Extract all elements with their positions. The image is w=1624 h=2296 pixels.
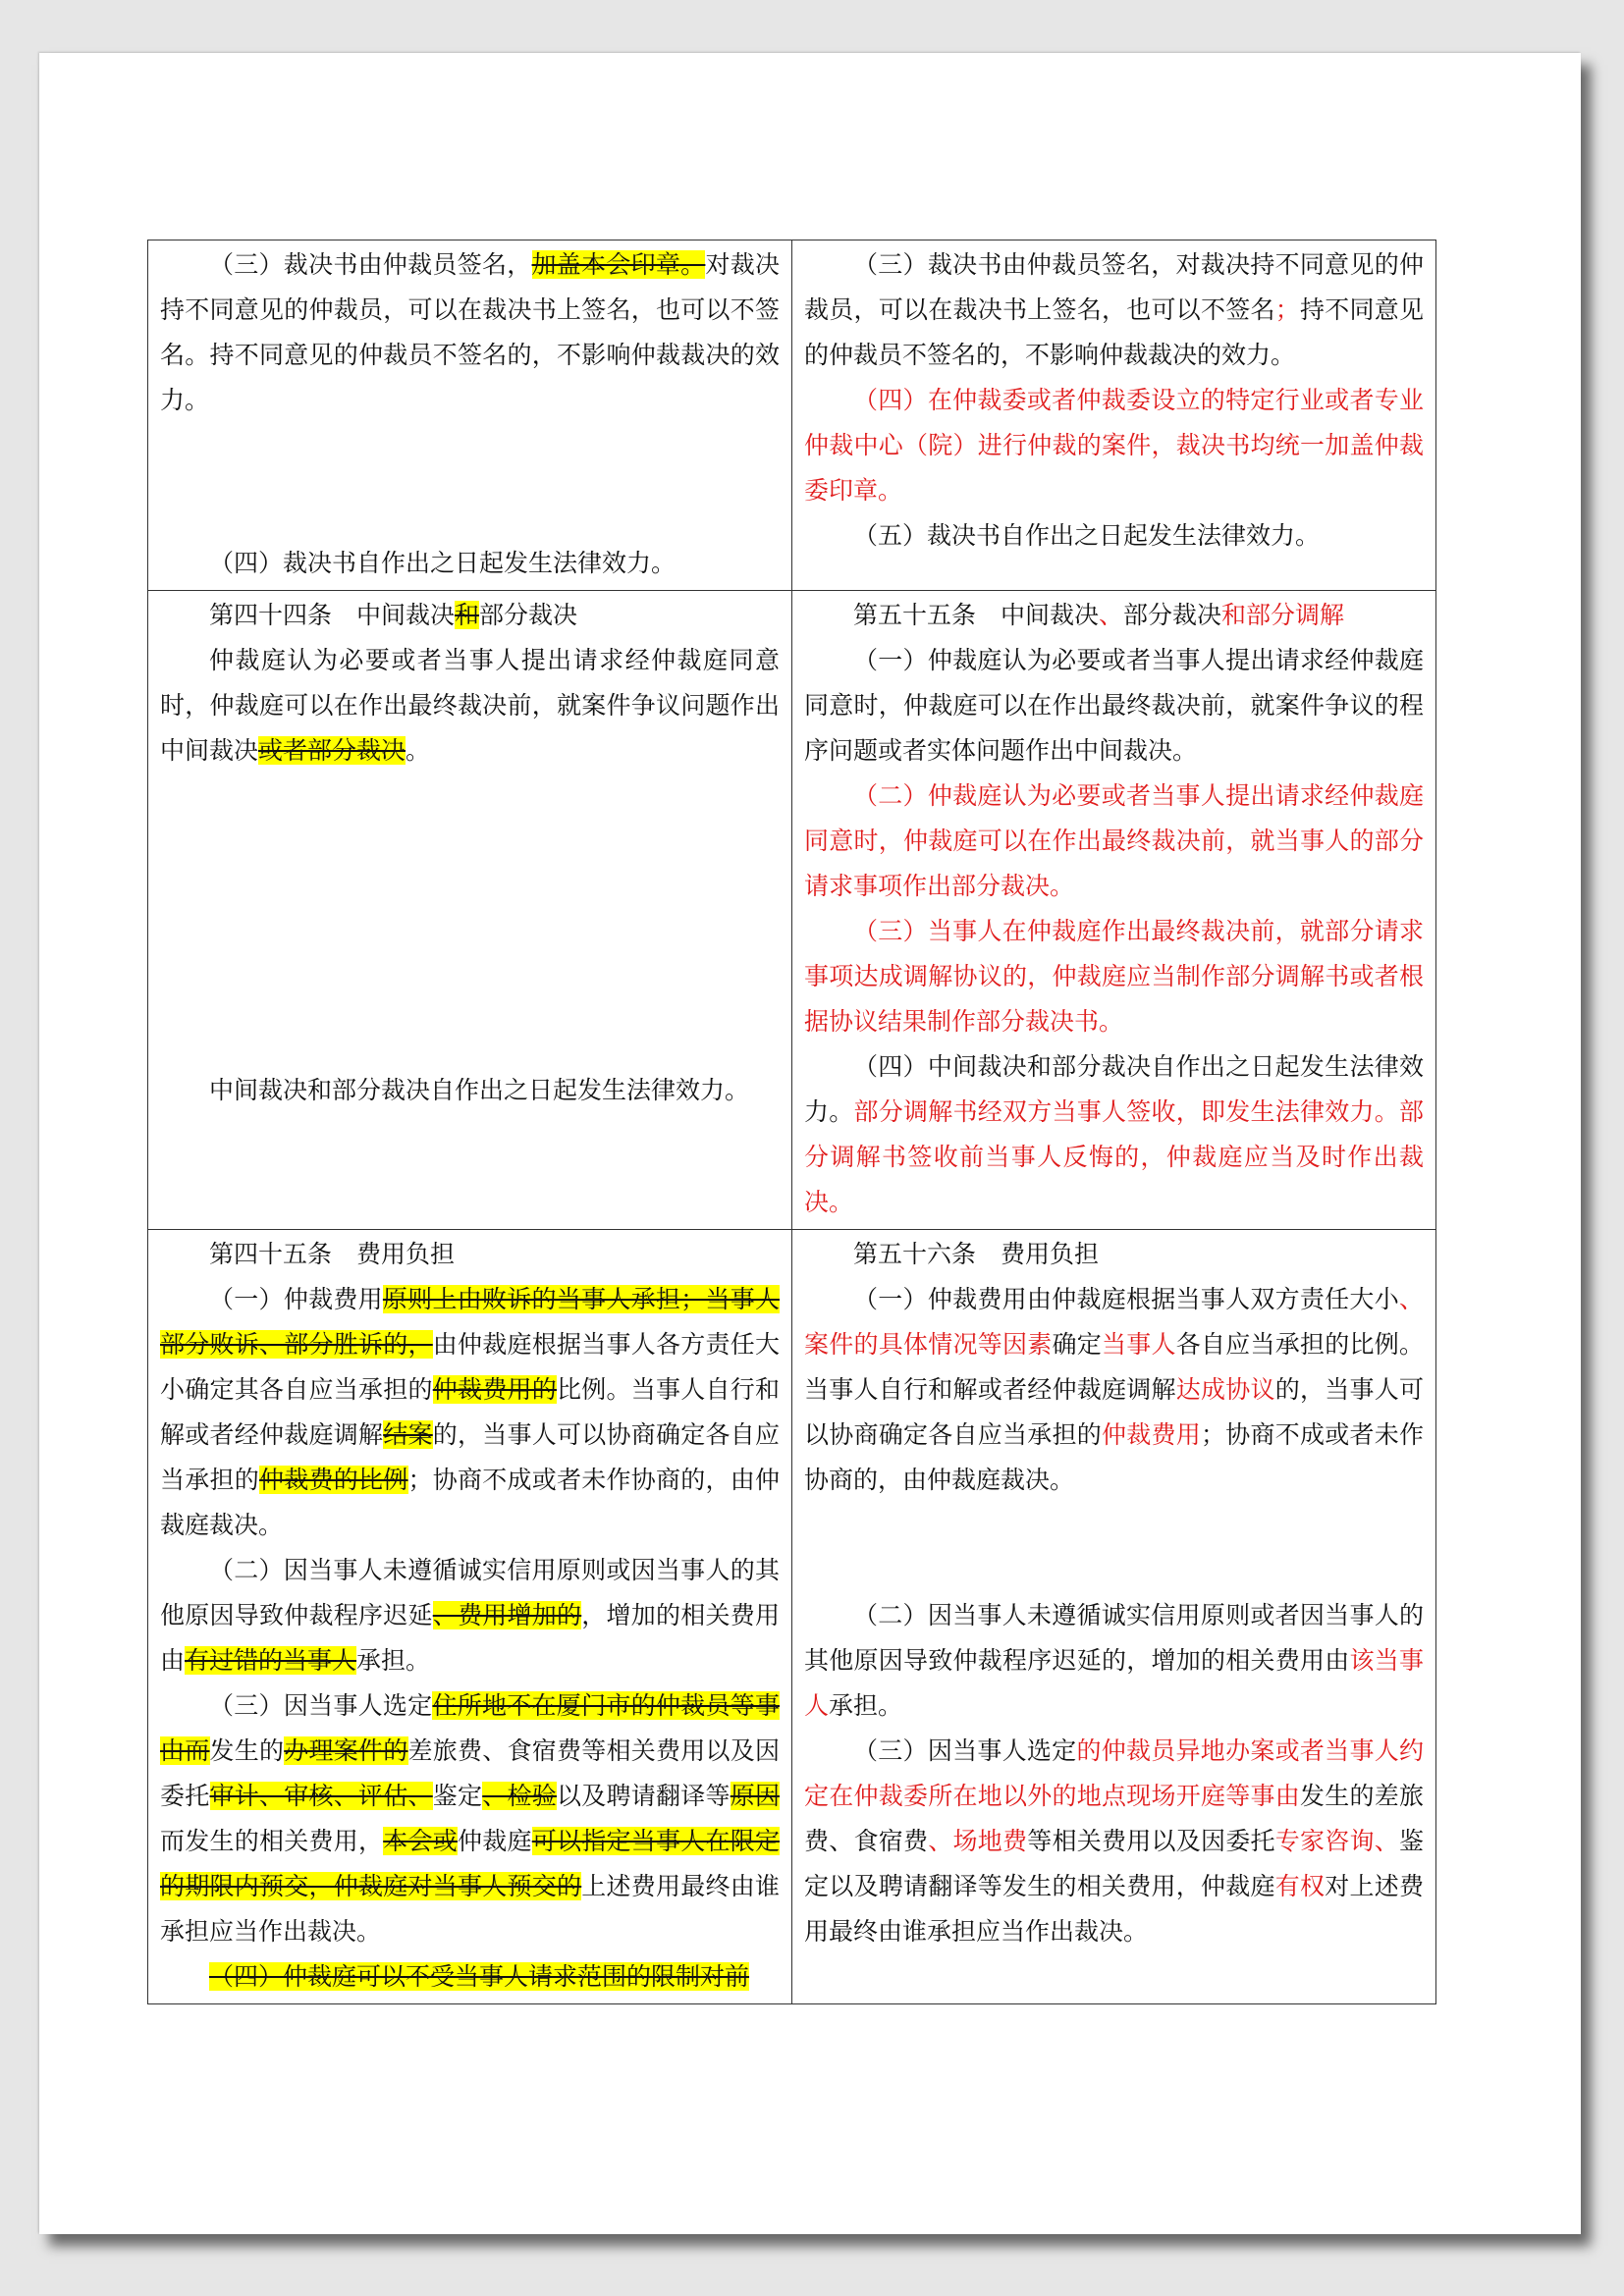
paragraph: （一）仲裁庭认为必要或者当事人提出请求经仲裁庭同意时，仲裁庭可以在作出最终裁决前，就案件争议的程序问题或者实体问题作出中间裁决。: [804, 646, 1424, 765]
added-text: 仲裁费用: [1101, 1420, 1201, 1449]
old-rule-cell: [148, 591, 792, 1230]
deleted-text: 可以指定当事人在限定的期限内预交，仲裁庭对当事人预交的: [160, 1827, 780, 1900]
deleted-text: 、检验: [482, 1782, 557, 1810]
deleted-text: 或者部分裁决: [258, 736, 406, 765]
deleted-text: 有过错的当事人: [185, 1646, 357, 1675]
deleted-text: 原因: [730, 1782, 780, 1810]
paragraph: 中间裁决和部分裁决自作出之日起发生法律效力。: [209, 1076, 750, 1104]
paragraph: （三）因当事人选定住所地不在厦门市的仲裁员等事由而发生的办理案件的差旅费、食宿费等相关费用以及因委托审计、审核、评估、鉴定、检验以及聘请翻译等原因而发生的相关费用，本会或仲裁庭可以指定当事人在限定的期限内预交，仲裁庭对当事人预交的上述费用最终由谁承担应当作出裁决。: [160, 1691, 780, 1946]
added-paragraph: （三）当事人在仲裁庭作出最终裁决前，就部分请求事项达成调解协议的，仲裁庭应当制作部分调解书或者根据协议结果制作部分裁决书。: [804, 917, 1424, 1036]
paragraph: （一）仲裁费用由仲裁庭根据当事人双方责任大小、案件的具体情况等因素确定当事人各自应当承担的比例。当事人自行和解或者经仲裁庭调解达成协议的，当事人可以协商确定各自应当承担的仲裁费用；协商不成或者未作协商的，由仲裁庭裁决。: [804, 1285, 1424, 1494]
deleted-text: 本会或: [383, 1827, 458, 1855]
added-text: 专家咨询、: [1274, 1827, 1399, 1855]
table-row: [148, 1230, 1436, 2004]
table-row: [148, 240, 1436, 591]
article-title: 第五十六条 费用负担: [853, 1240, 1100, 1268]
added-text: 当事人: [1101, 1330, 1176, 1359]
paragraph: （四）中间裁决和部分裁决自作出之日起发生法律效力。部分调解书经双方当事人签收，即发生法律效力。部分调解书签收前当事人反悔的，仲裁庭应当及时作出裁决。: [804, 1052, 1424, 1216]
new-rule-cell: [792, 591, 1436, 1230]
article-title: 第四十五条 费用负担: [209, 1240, 456, 1268]
article-title: 第四十四条 中间裁决和部分裁决: [209, 601, 578, 629]
new-rule-cell: [792, 1230, 1436, 2004]
added-paragraph: （二）仲裁庭认为必要或者当事人提出请求经仲裁庭同意时，仲裁庭可以在作出最终裁决前，就当事人的部分请求事项作出部分裁决。: [804, 781, 1424, 900]
deleted-text: 结案: [383, 1420, 433, 1449]
paragraph: （三）裁决书由仲裁员签名，对裁决持不同意见的仲裁员，可以在裁决书上签名，也可以不签名；持不同意见的仲裁员不签名的，不影响仲裁裁决的效力。: [804, 250, 1424, 369]
paragraph: （四）裁决书自作出之日起发生法律效力。: [209, 549, 677, 577]
paragraph: （一）仲裁费用原则上由败诉的当事人承担；当事人部分败诉、部分胜诉的，由仲裁庭根据当事人各方责任大小确定其各自应当承担的仲裁费用的比例。当事人自行和解或者经仲裁庭调解结案的，当事人可以协商确定各自应当承担的仲裁费的比例；协商不成或者未作协商的，由仲裁庭裁决。: [160, 1285, 780, 1539]
table-row: [148, 591, 1436, 1230]
deleted-text: （四）仲裁庭可以不受当事人请求范围的限制对前: [209, 1962, 750, 1991]
old-rule-cell: [148, 240, 792, 591]
added-text: 该当事人: [804, 1646, 1424, 1720]
added-text: ；: [1274, 295, 1300, 324]
deleted-text: 和: [455, 601, 480, 629]
new-rule-cell: [792, 240, 1436, 591]
deleted-text: 仲裁费的比例: [259, 1466, 408, 1494]
added-text: 、案件的具体情况等因素: [804, 1285, 1424, 1359]
deleted-text: 审计、审核、评估、: [209, 1782, 433, 1810]
paragraph: （二）因当事人未遵循诚实信用原则或因当事人的其他原因导致仲裁程序迟延、费用增加的，增加的相关费用由有过错的当事人承担。: [160, 1556, 780, 1675]
added-text: 、场地费: [928, 1827, 1028, 1855]
old-rule-cell: [148, 1230, 792, 2004]
paragraph: （五）裁决书自作出之日起发生法律效力。: [853, 521, 1321, 550]
added-text: 部分调解书经双方当事人签收，即发生法律效力。部分调解书签收前当事人反悔的，仲裁庭应当及时作出裁决。: [804, 1097, 1424, 1216]
added-text: 的仲裁员异地办案或者当事人约定在仲裁委所在地以外的地点现场开庭等事由: [804, 1736, 1424, 1810]
comparison-table: [147, 240, 1436, 2004]
paragraph: （二）因当事人未遵循诚实信用原则或者因当事人的其他原因导致仲裁程序迟延的，增加的相关费用由该当事人承担。: [804, 1601, 1424, 1720]
added-text: 和部分调解: [1221, 601, 1345, 629]
paragraph: （三）裁决书由仲裁员签名，加盖本会印章。对裁决持不同意见的仲裁员，可以在裁决书上签名，也可以不签名。持不同意见的仲裁员不签名的，不影响仲裁裁决的效力。: [160, 250, 780, 414]
deleted-text: 加盖本会印章。: [531, 250, 706, 279]
added-text: 有权: [1274, 1872, 1326, 1900]
deleted-text: 住所地不在厦门市的仲裁员等事由而: [160, 1691, 780, 1765]
paragraph: [160, 1954, 780, 2000]
deleted-text: 办理案件的: [284, 1736, 408, 1765]
deleted-text: 仲裁费用的: [432, 1375, 557, 1404]
paragraph: （三）因当事人选定的仲裁员异地办案或者当事人约定在仲裁委所在地以外的地点现场开庭等事由发生的差旅费、食宿费、场地费等相关费用以及因委托专家咨询、鉴定以及聘请翻译等发生的相关费用，仲裁庭有权对上述费用最终由谁承担应当作出裁决。: [804, 1736, 1424, 1946]
deleted-text: 、费用增加的: [432, 1601, 582, 1629]
article-title: 第五十五条 中间裁决、部分裁决和部分调解: [853, 601, 1345, 629]
paragraph: 仲裁庭认为必要或者当事人提出请求经仲裁庭同意时，仲裁庭可以在作出最终裁决前，就案件争议问题作出中间裁决或者部分裁决。: [160, 646, 780, 765]
added-paragraph: （四）在仲裁委或者仲裁委设立的特定行业或者专业仲裁中心（院）进行仲裁的案件，裁决书均统一加盖仲裁委印章。: [804, 386, 1424, 505]
added-text: 达成协议: [1175, 1375, 1275, 1404]
deleted-text: 原则上由败诉的当事人承担；当事人部分败诉、部分胜诉的，: [160, 1285, 780, 1359]
document-page: [39, 53, 1581, 2234]
